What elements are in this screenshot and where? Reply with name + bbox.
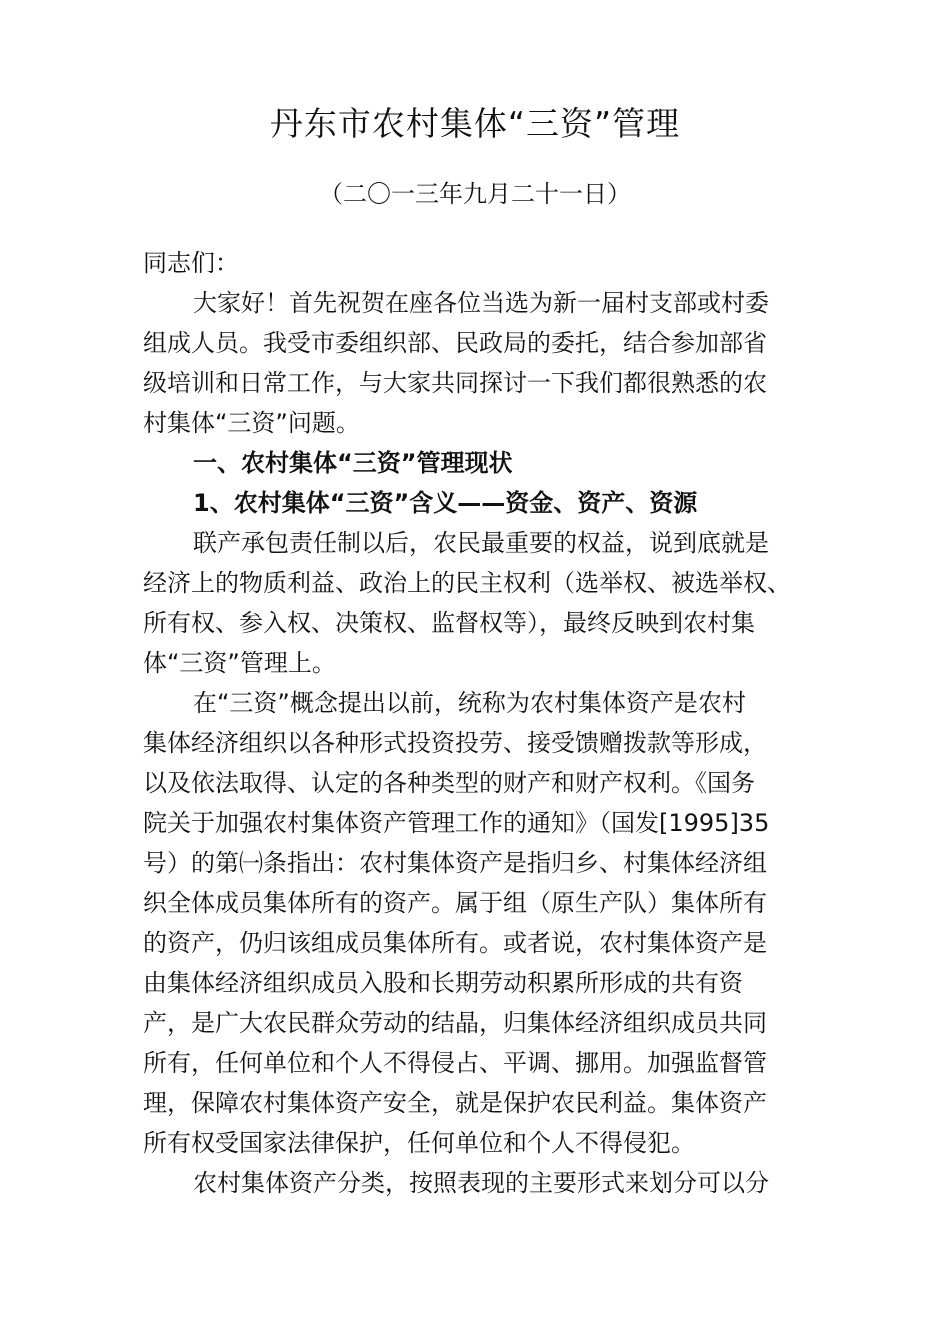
document-title: 丹东市农村集体“三资”管理 [269,104,681,143]
paragraph-line: 院关于加强农村集体资产管理工作的通知》（国发[1995]35 [143,809,770,837]
section-heading-line: 1、农村集体“三资”含义——资金、资产、资源 [193,489,698,517]
paragraph-line: 以及依法取得、认定的各种类型的财产和财产权利。《国务 [143,769,755,797]
paragraph-line: 村集体“三资”问题。 [143,409,360,437]
paragraph-line: 大家好！首先祝贺在座各位当选为新一届村支部或村委 [193,289,769,317]
paragraph-line: 理，保障农村集体资产安全，就是保护农民利益。集体资产 [143,1089,767,1117]
paragraph-line: 体“三资”管理上。 [143,649,336,677]
paragraph-line: 在“三资”概念提出以前，统称为农村集体资产是农村 [193,689,746,717]
paragraph-line: 农村集体资产分类，按照表现的主要形式来划分可以分 [193,1169,769,1197]
paragraph-line: 织全体成员集体所有的资产。属于组（原生产队）集体所有 [143,889,767,917]
paragraph-line: 所有权、参入权、决策权、监督权等），最终反映到农村集 [143,609,755,637]
paragraph-line: 号）的第㈠条指出：农村集体资产是指归乡、村集体经济组 [143,849,767,877]
paragraph-line: 由集体经济组织成员入股和长期劳动积累所形成的共有资 [143,969,743,997]
paragraph-line: 联产承包责任制以后，农民最重要的权益，说到底就是 [193,529,769,557]
paragraph-line: 所有，任何单位和个人不得侵占、平调、挪用。加强监督管 [143,1049,767,1077]
paragraph-line: 组成人员。我受市委组织部、民政局的委托，结合参加部省 [143,329,767,357]
paragraph-line: 集体经济组织以各种形式投资投劳、接受馈赠拨款等形成， [143,729,767,757]
paragraph-line: 产，是广大农民群众劳动的结晶，归集体经济组织成员共同 [143,1009,767,1037]
section-heading-line: 一、农村集体“三资”管理现状 [193,449,513,477]
paragraph-line: 经济上的物质利益、政治上的民主权利（选举权、被选举权、 [143,569,791,597]
paragraph-line: 级培训和日常工作，与大家共同探讨一下我们都很熟悉的农 [143,369,767,397]
document-date: （二〇一三年九月二十一日） [319,180,631,208]
paragraph-line: 所有权受国家法律保护，任何单位和个人不得侵犯。 [143,1129,695,1157]
paragraph-line: 同志们： [143,249,239,277]
paragraph-line: 的资产，仍归该组成员集体所有。或者说，农村集体资产是 [143,929,767,957]
